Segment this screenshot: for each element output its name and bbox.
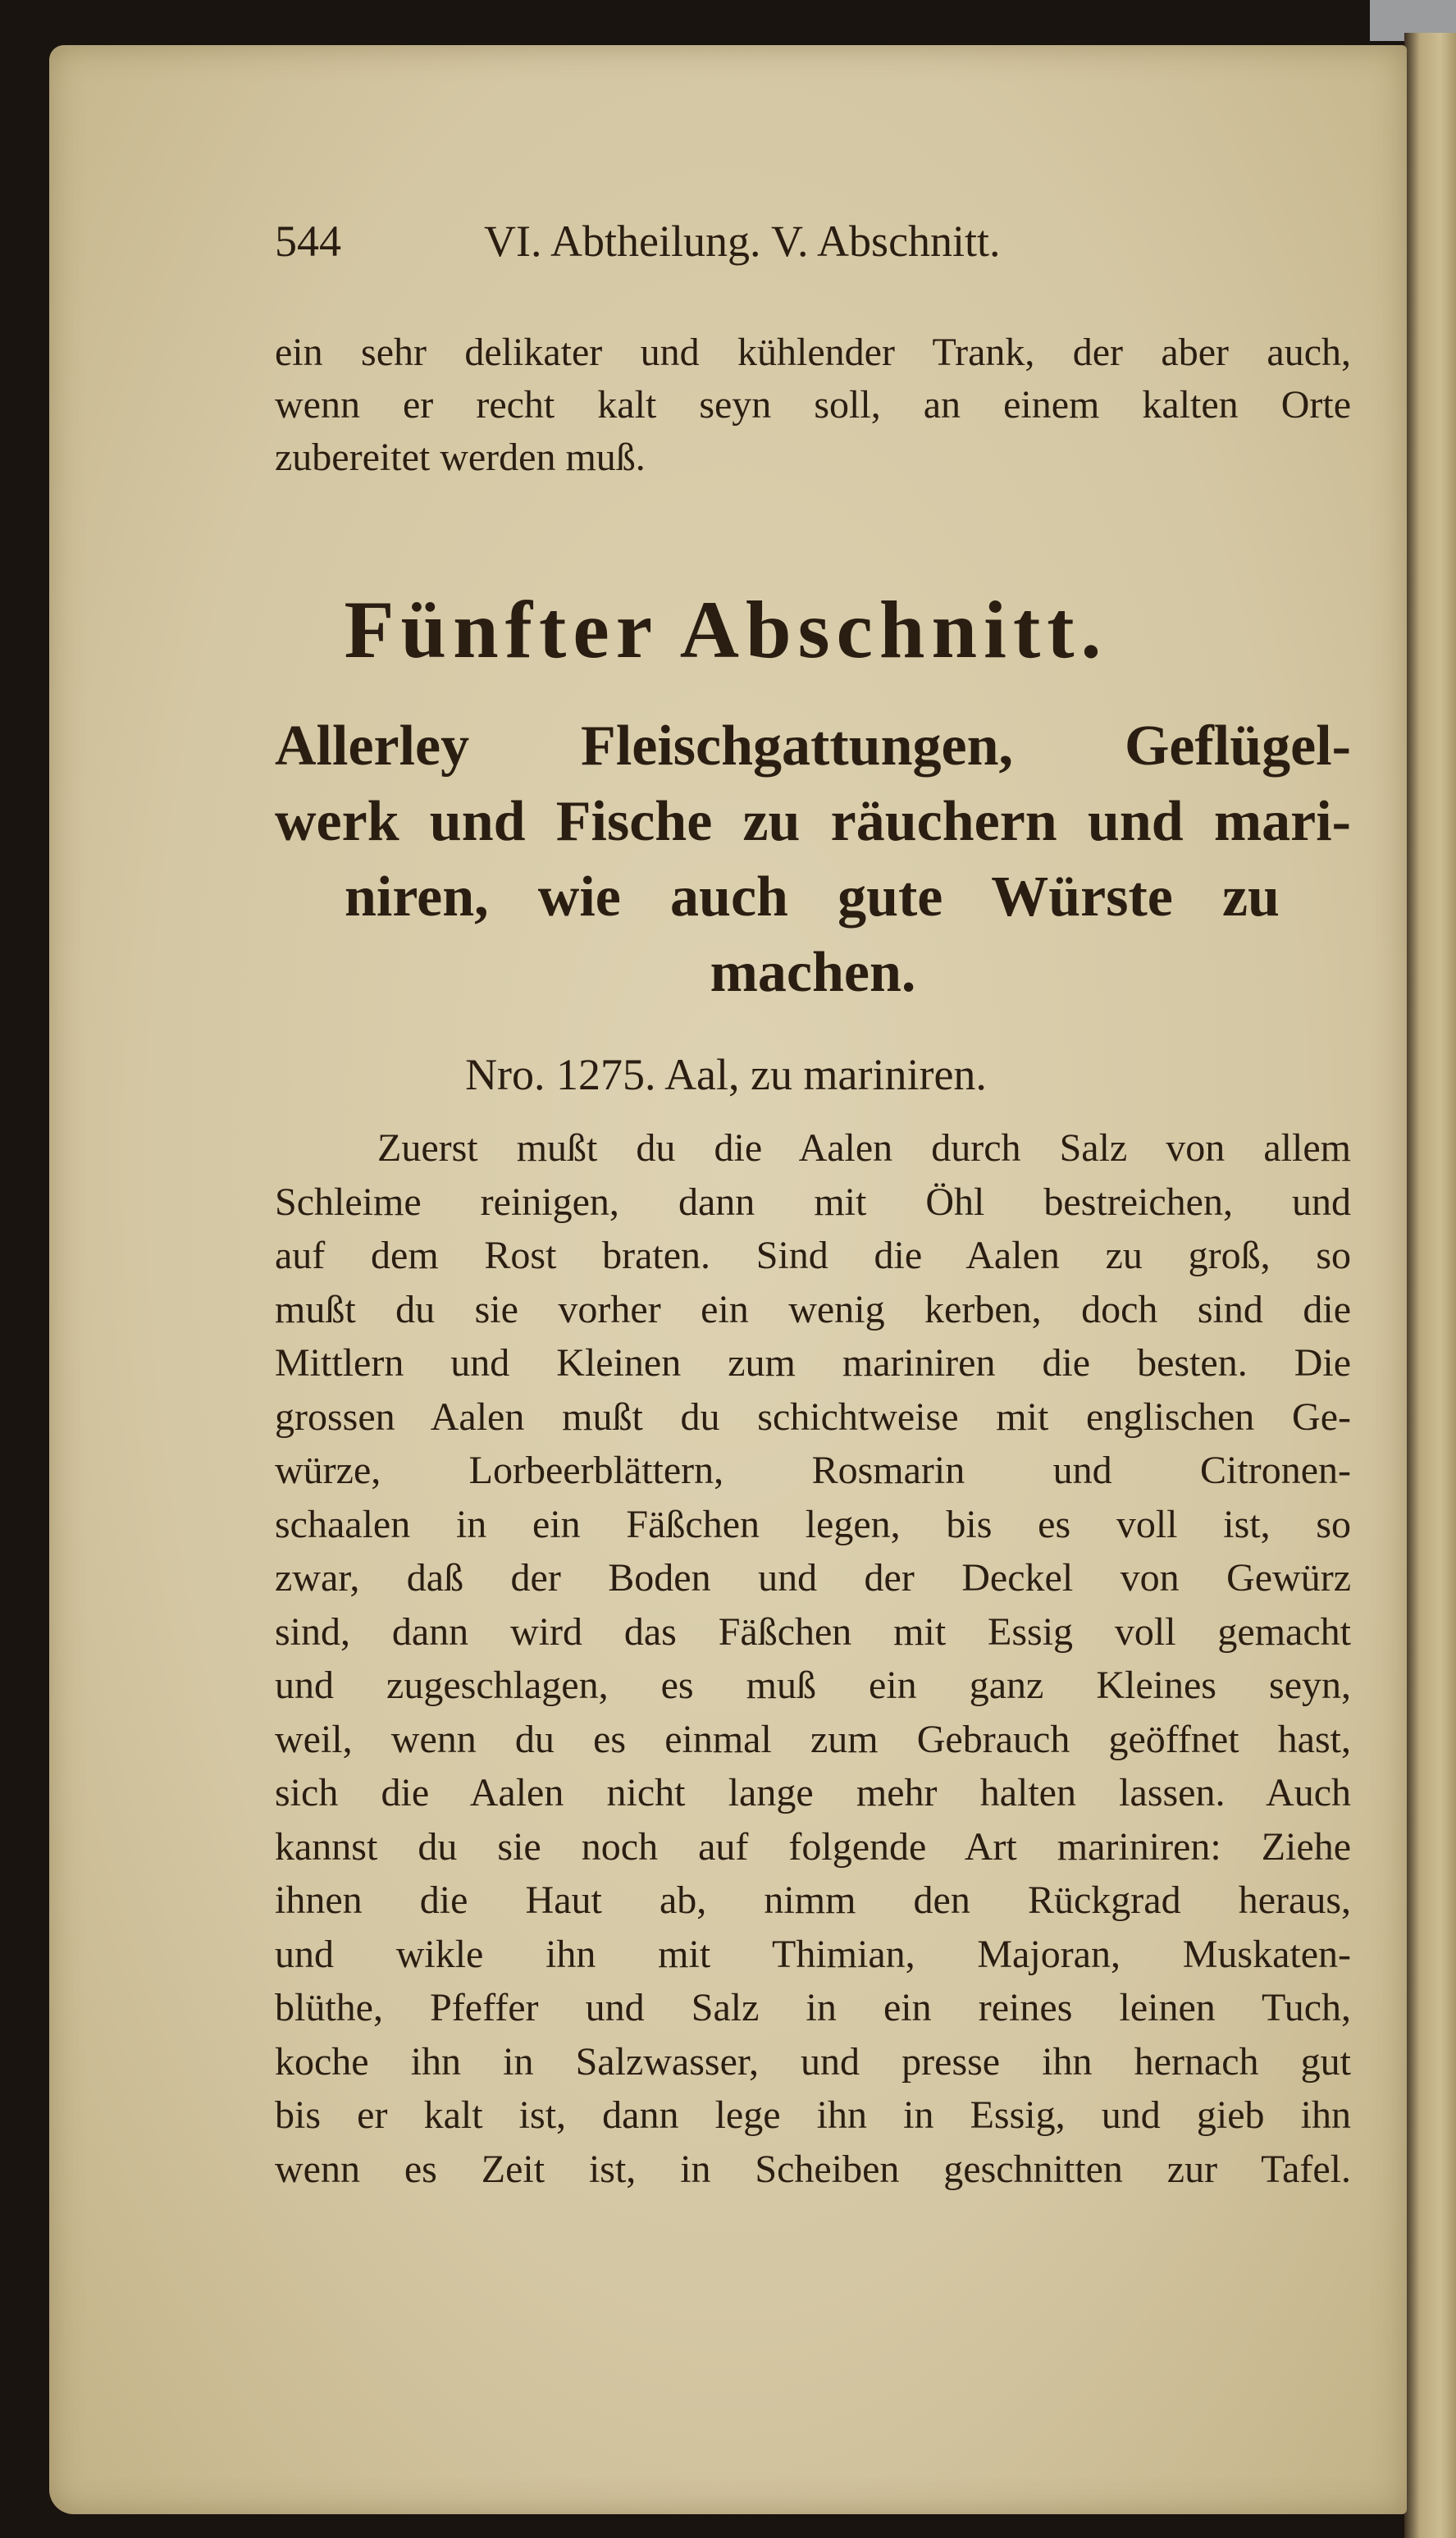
- text-line: und wikle ihn mit Thimian, Majoran, Muskaten-: [275, 1932, 1351, 1976]
- text-line: schaalen in ein Fäßchen legen, bis es voll ist, so: [275, 1502, 1351, 1546]
- subtitle-line: machen.: [710, 941, 916, 1004]
- text-line: mußt du sie vorher ein wenig kerben, doch sind die: [275, 1287, 1351, 1331]
- text-line: und zugeschlagen, es muß ein ganz Kleines seyn,: [275, 1664, 1351, 1707]
- text-line: zubereitet werden muß.: [275, 436, 646, 479]
- text-line: Mittlern und Kleinen zum mariniren die besten. Die: [275, 1341, 1351, 1385]
- text-line: sind, dann wird das Fäßchen mit Essig voll gemacht: [275, 1609, 1351, 1654]
- recipe-title: Nro. 1275. Aal, zu mariniren.: [465, 1050, 987, 1099]
- text-line: sich die Aalen nicht lange mehr halten lassen. Auch: [275, 1771, 1351, 1814]
- text-line: wenn er recht kalt seyn soll, an einem kalten Orte: [275, 383, 1351, 427]
- text-line: zwar, daß der Boden und der Deckel von Gewürz: [275, 1556, 1351, 1600]
- subtitle-line: werk und Fische zu räuchern und mari-: [275, 790, 1351, 853]
- text-line: ihnen die Haut ab, nimm den Rückgrad heraus,: [275, 1878, 1351, 1922]
- page-number: 544: [275, 217, 341, 266]
- subtitle-line: niren, wie auch gute Würste zu: [345, 865, 1280, 929]
- text-line: grossen Aalen mußt du schichtweise mit englischen Ge-: [275, 1395, 1351, 1439]
- text-line: Zuerst mußt du die Aalen durch Salz von allem: [377, 1126, 1351, 1170]
- text-line: koche ihn in Salzwasser, und presse ihn hernach gut: [275, 2039, 1351, 2084]
- running-title: VI. Abtheilung. V. Abschnitt.: [484, 217, 1001, 266]
- text-line: ein sehr delikater und kühlender Trank, der aber auch,: [275, 331, 1351, 374]
- text-line: blüthe, Pfeffer und Salz in ein reines leinen Tuch,: [275, 1986, 1351, 2029]
- subtitle-line: Allerley Fleischgattungen, Geflügel-: [275, 714, 1351, 778]
- text-line: kannst du sie noch auf folgende Art mariniren: Ziehe: [275, 1824, 1351, 1869]
- text-line: Schleime reinigen, dann mit Öhl bestreichen, und: [275, 1180, 1351, 1224]
- text-line: wenn es Zeit ist, in Scheiben geschnitten zur Tafel.: [275, 2147, 1351, 2191]
- next-page-edge: [1404, 33, 1456, 2538]
- text-line: würze, Lorbeerblättern, Rosmarin und Citronen-: [275, 1449, 1351, 1492]
- section-title: Fünfter Abschnitt.: [344, 584, 1108, 675]
- text-line: bis er kalt ist, dann lege ihn in Essig, und gieb ihn: [275, 2093, 1351, 2137]
- text-line: auf dem Rost braten. Sind die Aalen zu groß, so: [275, 1234, 1351, 1277]
- text-line: weil, wenn du es einmal zum Gebrauch geöffnet hast,: [275, 1717, 1351, 1761]
